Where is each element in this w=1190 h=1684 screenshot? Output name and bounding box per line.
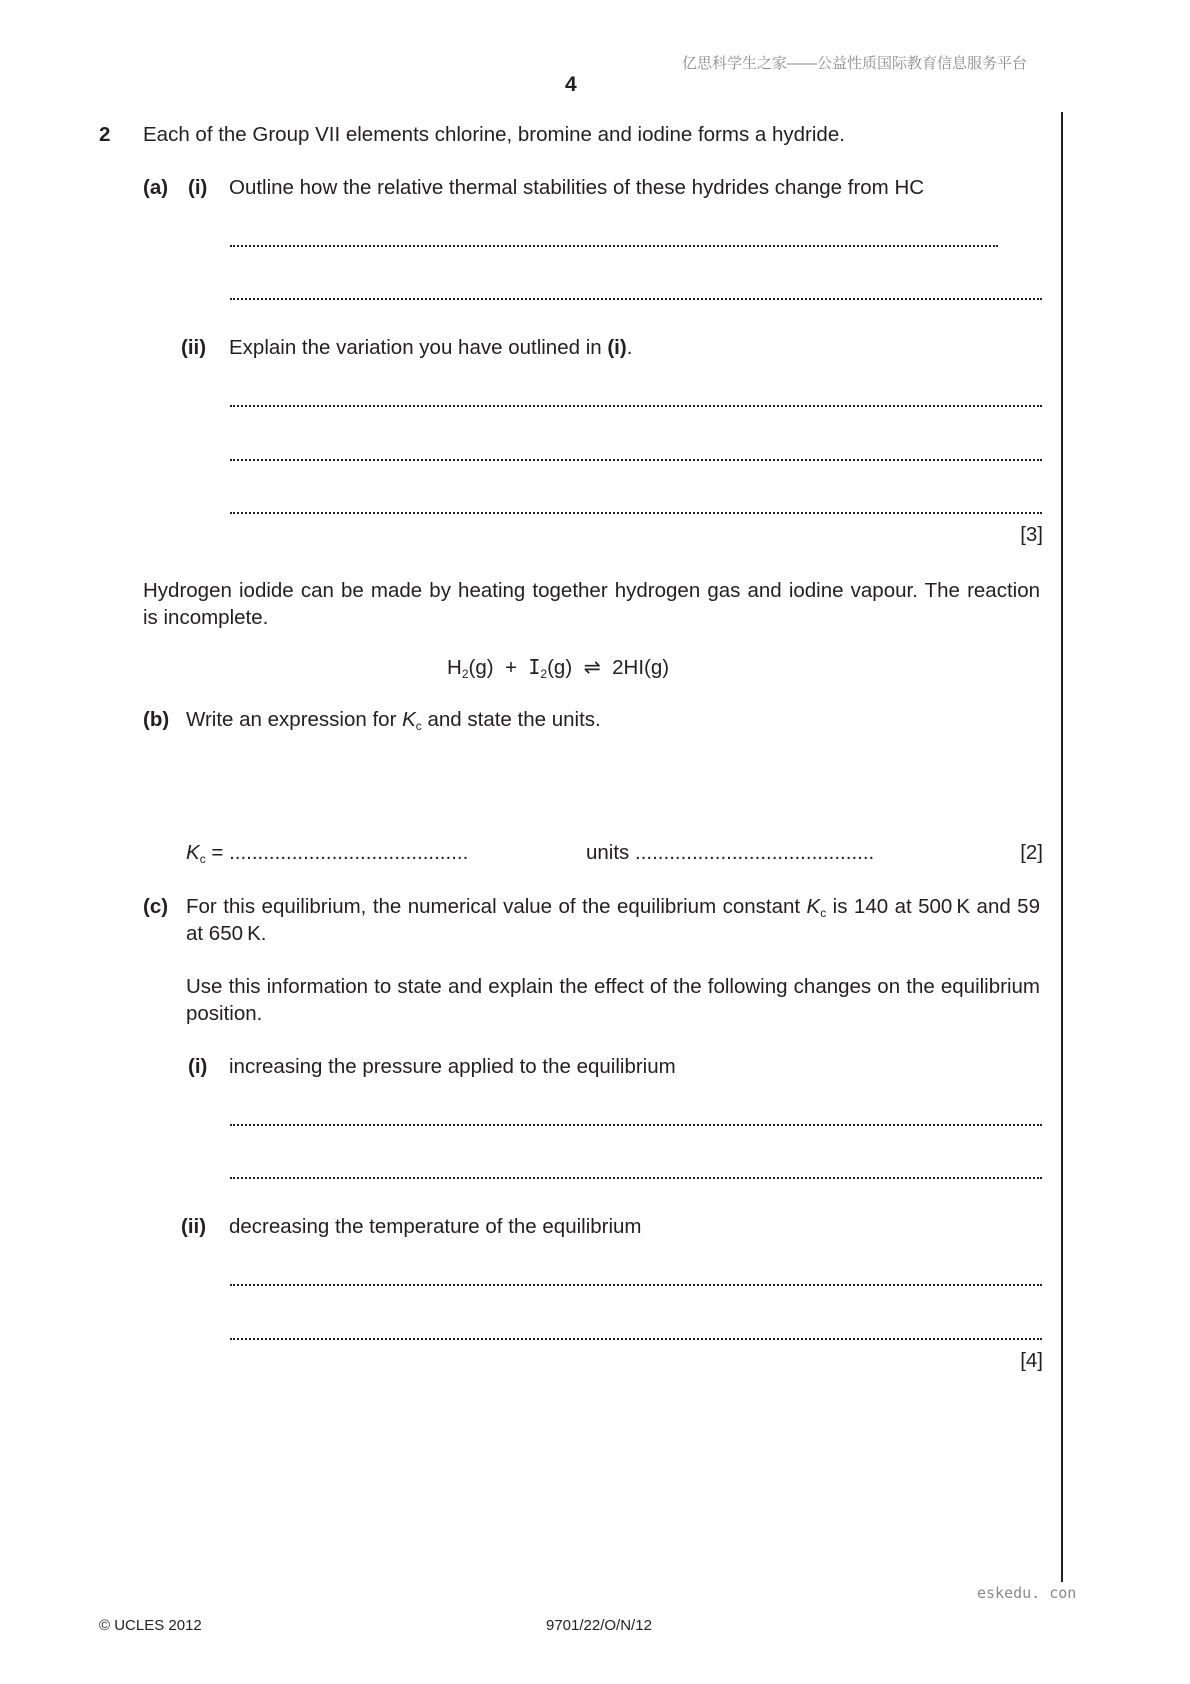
part-a-label: (a) xyxy=(143,176,169,199)
question-number: 2 xyxy=(99,123,111,146)
eq-i: I xyxy=(528,655,541,679)
eq-plus: + xyxy=(504,656,517,679)
part-a-ii-label: (ii) xyxy=(181,336,207,359)
margin-line xyxy=(1061,112,1063,1582)
equation xyxy=(447,657,669,679)
part-c-ii-label: (ii) xyxy=(181,1215,207,1238)
eq-h-sub: 2 xyxy=(461,667,469,681)
part-a-i-text: Outline how the relative thermal stabilities of these hydrides change from HC xyxy=(229,176,925,199)
part-c-k: K xyxy=(806,895,821,918)
eq-product: 2HI(g) xyxy=(612,656,670,679)
answer-line[interactable] xyxy=(230,401,1042,407)
paper-code: 9701/22/O/N/12 xyxy=(546,1617,652,1634)
part-a-marks: [3] xyxy=(1020,523,1043,546)
part-c-label: (c) xyxy=(143,895,169,918)
part-b-k-sub: c xyxy=(415,719,422,733)
part-a-ii-text-before: Explain the variation you have outlined in xyxy=(229,336,608,359)
kc-answer-k-sub: c xyxy=(199,852,206,866)
watermark-bottom: eskedu. con xyxy=(977,1584,1077,1602)
kc-answer-k: K xyxy=(186,841,200,864)
part-c-ii-text: decreasing the temperature of the equilibrium xyxy=(229,1215,642,1238)
part-b-text xyxy=(186,710,601,731)
question-intro: Each of the Group VII elements chlorine, bromine and iodine forms a hydride. xyxy=(143,123,845,146)
answer-line[interactable] xyxy=(230,241,998,247)
part-b-label: (b) xyxy=(143,708,170,731)
part-b-k: K xyxy=(402,708,416,731)
eq-h: H xyxy=(447,656,462,679)
part-a-ii-text xyxy=(229,338,632,359)
part-b-marks: [2] xyxy=(1020,841,1043,864)
kc-answer-eq: = xyxy=(205,841,230,864)
answer-line[interactable] xyxy=(230,1280,1042,1286)
part-c-text1-after: is 140 at 500 K and 59 at 650 K. xyxy=(186,895,1040,945)
eq-h-state: (g) xyxy=(468,656,494,679)
kc-answer xyxy=(186,843,468,864)
eq-i-sub: 2 xyxy=(540,667,548,681)
part-a-i-label: (i) xyxy=(188,176,208,199)
part-b-text-before: Write an expression for xyxy=(186,708,403,731)
part-c-text1-before: For this equilibrium, the numerical value of the equilibrium constant xyxy=(186,895,807,918)
context-paragraph: Hydrogen iodide can be made by heating together hydrogen gas and iodine vapour. The reaction is incomplete. xyxy=(143,579,1040,629)
part-c-text2: Use this information to state and explain the effect of the following changes on the equilibrium position. xyxy=(186,975,1040,1025)
part-b-text-after: and state the units. xyxy=(421,708,601,731)
answer-line[interactable] xyxy=(230,1120,1042,1126)
page-number: 4 xyxy=(565,73,577,96)
answer-line[interactable] xyxy=(230,1173,1042,1179)
answer-line[interactable] xyxy=(230,455,1042,461)
kc-answer-dots[interactable]: .......................................... xyxy=(229,841,469,864)
equilibrium-arrow-icon: ⇌ xyxy=(583,655,601,679)
watermark-top: 亿思科学生之家——公益性质国际教育信息服务平台 xyxy=(682,55,1028,72)
answer-line[interactable] xyxy=(230,1334,1042,1340)
answer-line[interactable] xyxy=(230,294,1042,300)
part-c-marks: [4] xyxy=(1020,1349,1043,1372)
part-c-text1 xyxy=(186,893,1040,947)
units-answer xyxy=(586,843,874,864)
part-c-i-label: (i) xyxy=(188,1055,208,1078)
part-c-i-text: increasing the pressure applied to the equilibrium xyxy=(229,1055,676,1078)
answer-line[interactable] xyxy=(230,508,1042,514)
units-label: units xyxy=(586,841,630,864)
copyright: © UCLES 2012 xyxy=(99,1617,202,1634)
part-a-ii-text-after: . xyxy=(626,336,633,359)
eq-i-state: (g) xyxy=(547,656,573,679)
part-c-k-sub: c xyxy=(820,906,827,920)
part-a-ii-ref: (i) xyxy=(607,336,627,359)
units-dots[interactable]: .......................................... xyxy=(635,841,875,864)
